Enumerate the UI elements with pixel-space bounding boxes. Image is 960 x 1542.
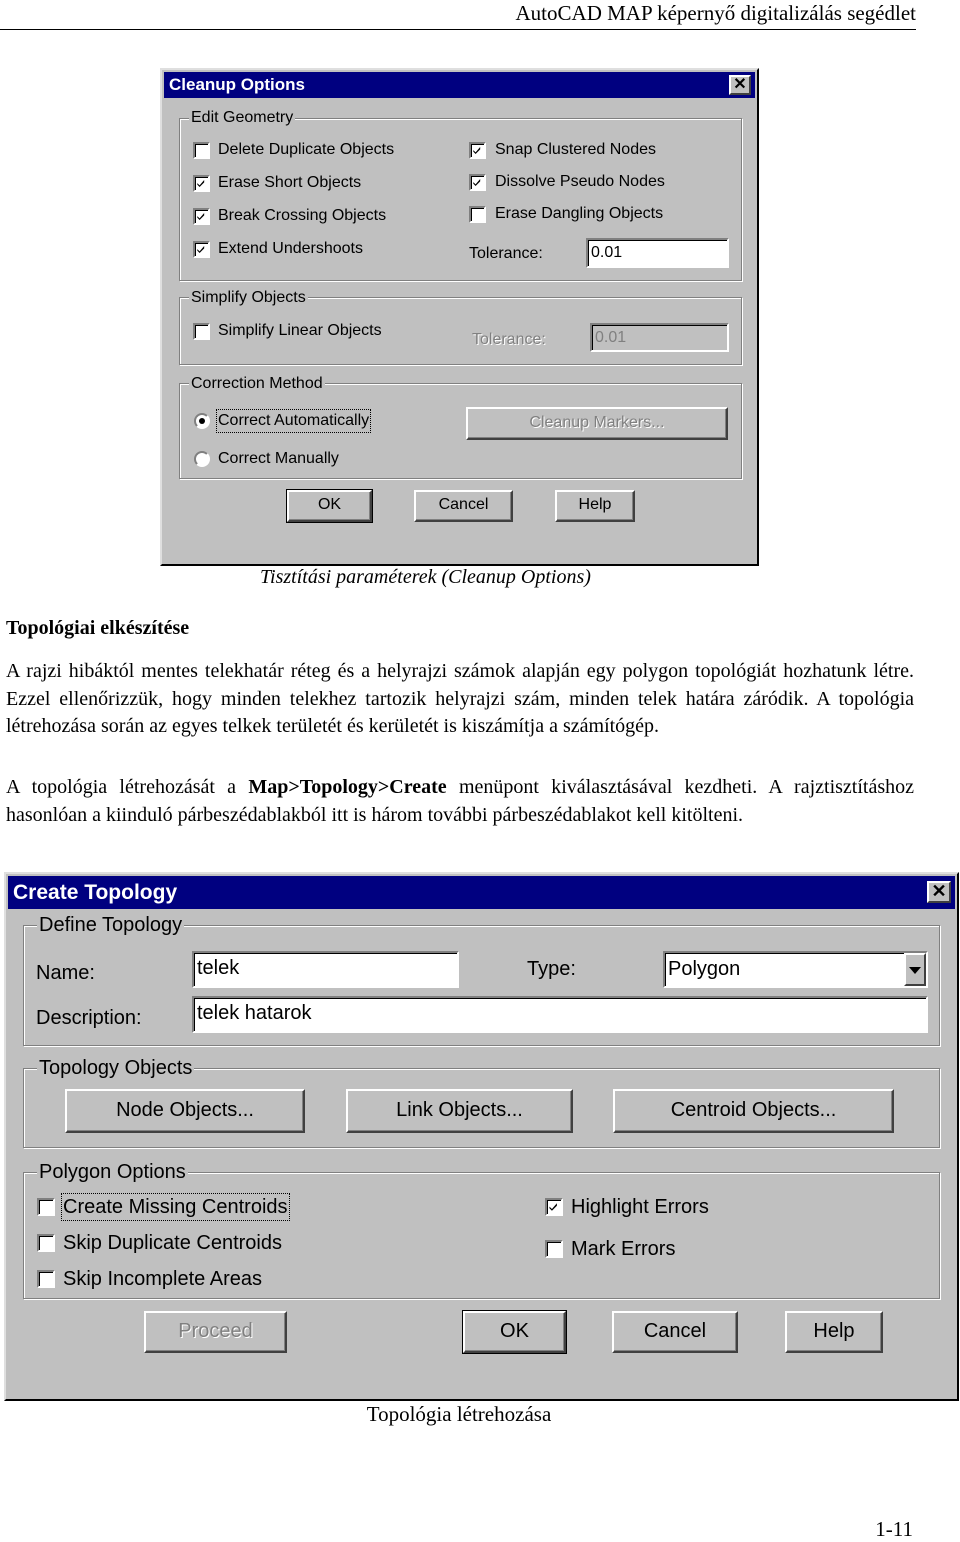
topology-cancel-button[interactable]: Cancel [612, 1311, 738, 1353]
cleanup-help-button[interactable]: Help [555, 490, 635, 522]
topology-title: Create Topology [13, 881, 178, 904]
topology-objects-label: Topology Objects [39, 1057, 193, 1079]
topology-close-button[interactable] [927, 881, 951, 903]
simplify-tolerance-input[interactable]: 0.01 [590, 323, 729, 352]
topology-title-bar[interactable] [8, 876, 955, 909]
topology-help-button[interactable]: Help [785, 1311, 883, 1353]
skip-incomplete-checkbox[interactable] [37, 1270, 55, 1288]
check-icon [471, 176, 484, 189]
simplify-linear-checkbox[interactable] [193, 323, 210, 340]
name-input[interactable]: telek [192, 951, 459, 988]
cleanup-cancel-button[interactable]: Cancel [414, 490, 513, 522]
skip-duplicate-checkbox[interactable] [37, 1234, 55, 1252]
cleanup-title: Cleanup Options [169, 75, 305, 94]
cleanup-title-bar[interactable] [164, 72, 755, 98]
link-objects-button[interactable]: Link Objects... [346, 1089, 573, 1133]
running-header [0, 0, 916, 30]
extend-undershoots-checkbox[interactable] [193, 241, 210, 258]
check-icon [195, 243, 208, 256]
check-icon [195, 210, 208, 223]
correct-manually-label: Correct Manually [218, 450, 339, 467]
polygon-options-label: Polygon Options [39, 1161, 186, 1183]
edit-tolerance-input[interactable]: 0.01 [586, 238, 729, 268]
define-topology-label: Define Topology [39, 914, 183, 936]
paragraph-1: A rajzi hibáktól mentes telekhatár réteg és a helyrajzi számok alapján egy polygon topológiát hozhatunk létre. Ezzel ellenőrizzük, hogy minden telekhez tartozik helyrajzi szám, minden telek határa záródik. A topológia létrehozása során az egyes telkek területét és kerületét is kiszámítja a számítógép. [6, 660, 914, 737]
dissolve-pseudo-label: Dissolve Pseudo Nodes [495, 173, 665, 190]
create-topology-dialog [4, 872, 959, 1401]
check-icon [471, 144, 484, 157]
correct-automatically-radio[interactable] [194, 413, 210, 429]
highlight-errors-checkbox[interactable] [545, 1198, 563, 1216]
highlight-errors-label: Highlight Errors [571, 1196, 709, 1218]
section-title: Topológiai elkészítése [6, 617, 190, 639]
skip-duplicate-label: Skip Duplicate Centroids [63, 1232, 282, 1254]
page-number: 1-11 [875, 1517, 913, 1541]
simplify-linear-label: Simplify Linear Objects [218, 322, 382, 339]
delete-duplicate-checkbox[interactable] [193, 142, 210, 159]
topology-caption: Topológia létrehozása [366, 1402, 552, 1426]
snap-clustered-label: Snap Clustered Nodes [495, 141, 656, 158]
erase-short-label: Erase Short Objects [218, 174, 362, 191]
erase-short-checkbox[interactable] [193, 175, 210, 192]
break-crossing-label: Break Crossing Objects [218, 207, 387, 224]
type-select-value: Polygon [668, 958, 741, 980]
simplify-tolerance-label: Tolerance: [472, 331, 546, 348]
edit-tolerance-label: Tolerance: [469, 245, 543, 262]
delete-duplicate-label: Delete Duplicate Objects [218, 141, 395, 158]
extend-undershoots-label: Extend Undershoots [218, 240, 363, 257]
description-input[interactable]: telek hatarok [192, 996, 928, 1033]
close-icon: ✕ [931, 881, 947, 901]
chevron-down-icon[interactable] [904, 953, 926, 986]
skip-incomplete-label: Skip Incomplete Areas [63, 1268, 262, 1290]
description-label: Description: [36, 1007, 142, 1029]
create-missing-label[interactable]: Create Missing Centroids [63, 1196, 288, 1218]
erase-dangling-label: Erase Dangling Objects [495, 205, 664, 222]
cleanup-close-button[interactable] [729, 75, 751, 95]
node-objects-button[interactable]: Node Objects... [65, 1089, 305, 1133]
mark-errors-label: Mark Errors [571, 1238, 676, 1260]
close-icon: ✕ [733, 76, 747, 93]
paragraph-2: A topológia létrehozását a Map>Topology>Create menüpont kiválasztásával kezdheti. A rajztisztításhoz hasonlóan a kiinduló párbeszédablakból itt is három további párbeszédablakot kell kitölteni. [6, 776, 914, 826]
create-missing-checkbox[interactable] [37, 1198, 55, 1216]
check-icon [195, 177, 208, 190]
edit-geometry-label: Edit Geometry [191, 109, 294, 126]
dissolve-pseudo-checkbox[interactable] [469, 174, 486, 191]
topology-ok-button[interactable]: OK [463, 1311, 566, 1353]
mark-errors-checkbox[interactable] [545, 1240, 563, 1258]
check-icon [547, 1200, 561, 1214]
erase-dangling-checkbox[interactable] [469, 206, 486, 223]
cleanup-options-dialog [160, 68, 759, 566]
cleanup-markers-button[interactable]: Cleanup Markers... [466, 407, 728, 440]
name-label: Name: [36, 962, 95, 984]
correct-automatically-label[interactable]: Correct Automatically [218, 412, 370, 429]
proceed-button[interactable]: Proceed [144, 1311, 287, 1353]
centroid-objects-button[interactable]: Centroid Objects... [613, 1089, 894, 1133]
break-crossing-checkbox[interactable] [193, 208, 210, 225]
simplify-objects-label: Simplify Objects [191, 289, 306, 306]
running-title: AutoCAD MAP képernyő digitalizálás segédlet [515, 1, 916, 25]
cleanup-caption: Tisztítási paraméterek (Cleanup Options) [260, 566, 591, 588]
menu-path: Map>Topology>Create [248, 776, 447, 798]
correction-method-label: Correction Method [191, 375, 323, 392]
type-select[interactable] [663, 951, 928, 988]
snap-clustered-checkbox[interactable] [469, 142, 486, 159]
correct-manually-radio[interactable] [194, 451, 210, 467]
radio-selected-dot [199, 418, 205, 424]
type-label: Type: [527, 958, 576, 980]
cleanup-ok-button[interactable]: OK [287, 490, 372, 522]
